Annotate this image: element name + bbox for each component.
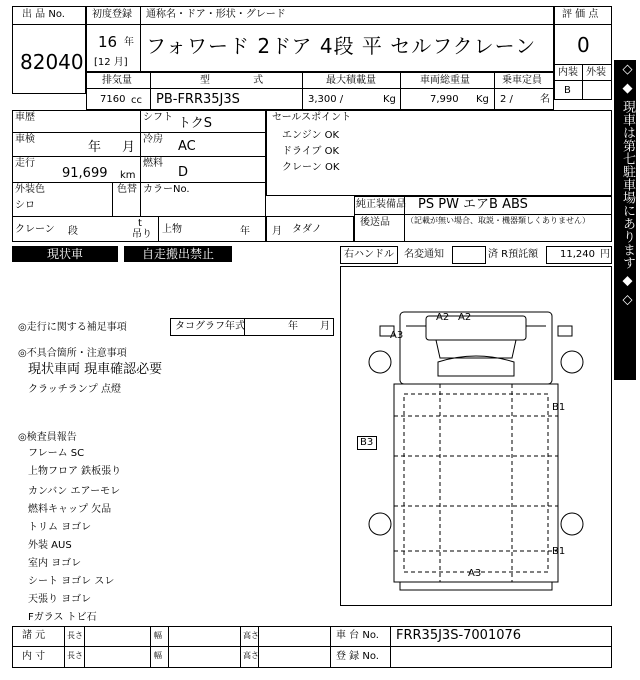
history-label: 車歴: [15, 112, 35, 123]
width-label-1: 幅: [154, 631, 162, 640]
first-reg-year: 16: [98, 33, 118, 51]
defect-1: 現状車両 現車確認必要: [28, 362, 163, 377]
retro-label: 後送品: [360, 217, 390, 228]
crane-stage: 段: [68, 226, 78, 237]
upper-label: 上物: [162, 224, 182, 235]
name-change-label: 名変通知: [404, 249, 444, 260]
inspector-1: フレーム SC: [28, 448, 85, 459]
parking-location-text: ◇ ◆ 現車は第七駐車場にあります ◆ ◇: [620, 62, 635, 308]
first-reg-label: 初度登録: [92, 9, 132, 20]
capacity-unit: 名: [540, 94, 550, 105]
cab-outline: [400, 312, 552, 384]
defect-2: クラッチランプ 点燈: [28, 384, 121, 395]
equipment-label: 純正装備品: [356, 199, 406, 210]
equipment-value: PS PW エアB ABS: [418, 197, 528, 212]
inspection-label: 車検: [15, 134, 35, 145]
inner-dim-label: 内 寸: [22, 651, 46, 662]
mark-a3-front: A3: [390, 330, 404, 341]
crane-hook: 吊り: [132, 229, 152, 240]
shift-value: トクS: [178, 116, 212, 131]
mileage-value: 91,699: [62, 166, 108, 181]
grade-label: 評 価 点: [562, 9, 599, 20]
inspector-3: カンバン エアーモレ: [28, 486, 121, 497]
exterior-label: 外装: [586, 67, 606, 78]
rear-left-wheel: [369, 513, 391, 535]
height-label-2: 高さ: [243, 651, 259, 660]
inspector-7: 室内 ヨゴレ: [28, 558, 82, 569]
upper-year: 年: [240, 226, 250, 237]
color-number-label: カラーNo.: [143, 184, 190, 195]
inspector-6: 外装 AUS: [28, 540, 72, 551]
rear-right-wheel: [561, 513, 583, 535]
model-label: 型 式: [200, 75, 284, 86]
inspection-year: 年: [88, 140, 102, 155]
recycle-unit: 円: [600, 249, 610, 260]
year-unit: 年: [124, 37, 134, 48]
height-label-1: 高さ: [243, 631, 259, 640]
gross-label: 車両総重量: [420, 75, 470, 86]
ac-label: 冷房: [143, 134, 163, 145]
vehicle-name-label: 通称名・ドア・形状・グレード: [146, 9, 286, 20]
grade-value: 0: [577, 33, 590, 57]
inspection-month: 月: [122, 140, 136, 155]
mark-a2-right: A2: [458, 312, 472, 323]
right-mirror: [558, 326, 572, 336]
model-value: PB-FRR35J3S: [156, 92, 240, 107]
defects-title: ◎不具合箇所・注意事項: [18, 348, 127, 359]
width-label-2: 幅: [154, 651, 162, 660]
interior-label: 内装: [558, 67, 578, 78]
load-unit: Kg: [383, 94, 396, 105]
capacity-label: 乗車定員: [502, 75, 542, 86]
mileage-unit: km: [120, 170, 136, 181]
lot-number: 82040: [20, 50, 84, 74]
lot-label: 出 品 No.: [22, 9, 65, 20]
ac-value: AC: [178, 139, 196, 154]
crane-ton: t: [138, 218, 142, 229]
mark-b3: B3: [360, 437, 374, 448]
truck-diagram: [340, 266, 612, 606]
mark-b1-lower: B1: [552, 546, 566, 557]
mileage-label: 走行: [15, 158, 35, 169]
bed-outline: [394, 384, 558, 582]
inspector-5: トリム ヨゴレ: [28, 522, 92, 533]
no-self-drive-band: 自走搬出禁止: [124, 246, 232, 262]
gross-unit: Kg: [476, 94, 489, 105]
displacement-value: 7160: [100, 94, 126, 105]
inspector-title: ◎検査員報告: [18, 432, 77, 443]
displacement-label: 排気量: [102, 75, 132, 86]
front-right-wheel: [561, 351, 583, 373]
steering-label: 右ハンドル: [344, 249, 394, 260]
shift-label: シフト: [143, 112, 173, 123]
upper-maker: タダノ: [292, 224, 322, 235]
interior-grade: B: [564, 85, 571, 96]
specs-label: 諸 元: [22, 630, 46, 641]
fuel-label: 燃料: [143, 158, 163, 169]
color-label: 外装色: [15, 184, 45, 195]
inspector-8: シート ヨゴレ スレ: [28, 576, 115, 587]
sales-point-label: セールスポイント: [272, 112, 352, 123]
color-change-label: 色替: [117, 184, 137, 195]
inspector-2: 上物フロア 鉄板張り: [28, 466, 122, 477]
mark-a2-left: A2: [436, 312, 450, 323]
upper-month: 月: [272, 226, 282, 237]
capacity-value: 2 /: [500, 94, 513, 105]
inspector-4: 燃料キャップ 欠品: [28, 504, 112, 515]
tacho-month: 月: [320, 321, 330, 332]
recycle-value: 11,240: [560, 249, 595, 260]
reg-label: 登 録 No.: [336, 651, 379, 662]
crane-label: クレーン: [15, 224, 55, 235]
first-reg-month: [12 月]: [94, 57, 128, 68]
length-label-2: 長さ: [67, 651, 83, 660]
fuel-value: D: [178, 165, 189, 180]
inspector-9: 天張り ヨゴレ: [28, 594, 92, 605]
retro-note: （記載が無い場合、取説・機器類しくありません）: [406, 216, 590, 225]
color-value: シロ: [15, 200, 35, 211]
sales-point-3: クレーン OK: [282, 162, 340, 173]
hood: [438, 356, 514, 376]
recycle-label: 済 R預託額: [488, 249, 539, 260]
sales-point-2: ドライブ OK: [282, 146, 340, 157]
chassis-value: FRR35J3S-7001076: [396, 628, 522, 643]
load-value: 3,300 /: [308, 94, 344, 105]
front-left-wheel: [369, 351, 391, 373]
driving-notes-title: ◎走行に関する補足事項: [18, 322, 127, 333]
sales-point-1: エンジン OK: [282, 130, 340, 141]
chassis-label: 車 台 No.: [336, 630, 379, 641]
current-vehicle-band: 現状車: [12, 246, 118, 262]
displacement-unit: cc: [131, 95, 142, 106]
footer-box: [12, 626, 612, 668]
mark-a3-rear: A3: [468, 568, 482, 579]
length-label-1: 長さ: [67, 631, 83, 640]
tacho-year: 年: [288, 321, 298, 332]
gross-value: 7,990: [430, 94, 459, 105]
tacho-label: タコグラフ年式: [175, 321, 245, 332]
mark-b1-upper: B1: [552, 402, 566, 413]
vehicle-name: フォワード 2ドア 4段 平 セルフクレーン: [146, 34, 537, 58]
load-label: 最大積載量: [326, 75, 376, 86]
name-change-box: [452, 246, 486, 264]
inspector-10: Fガラス トビ石: [28, 612, 97, 623]
